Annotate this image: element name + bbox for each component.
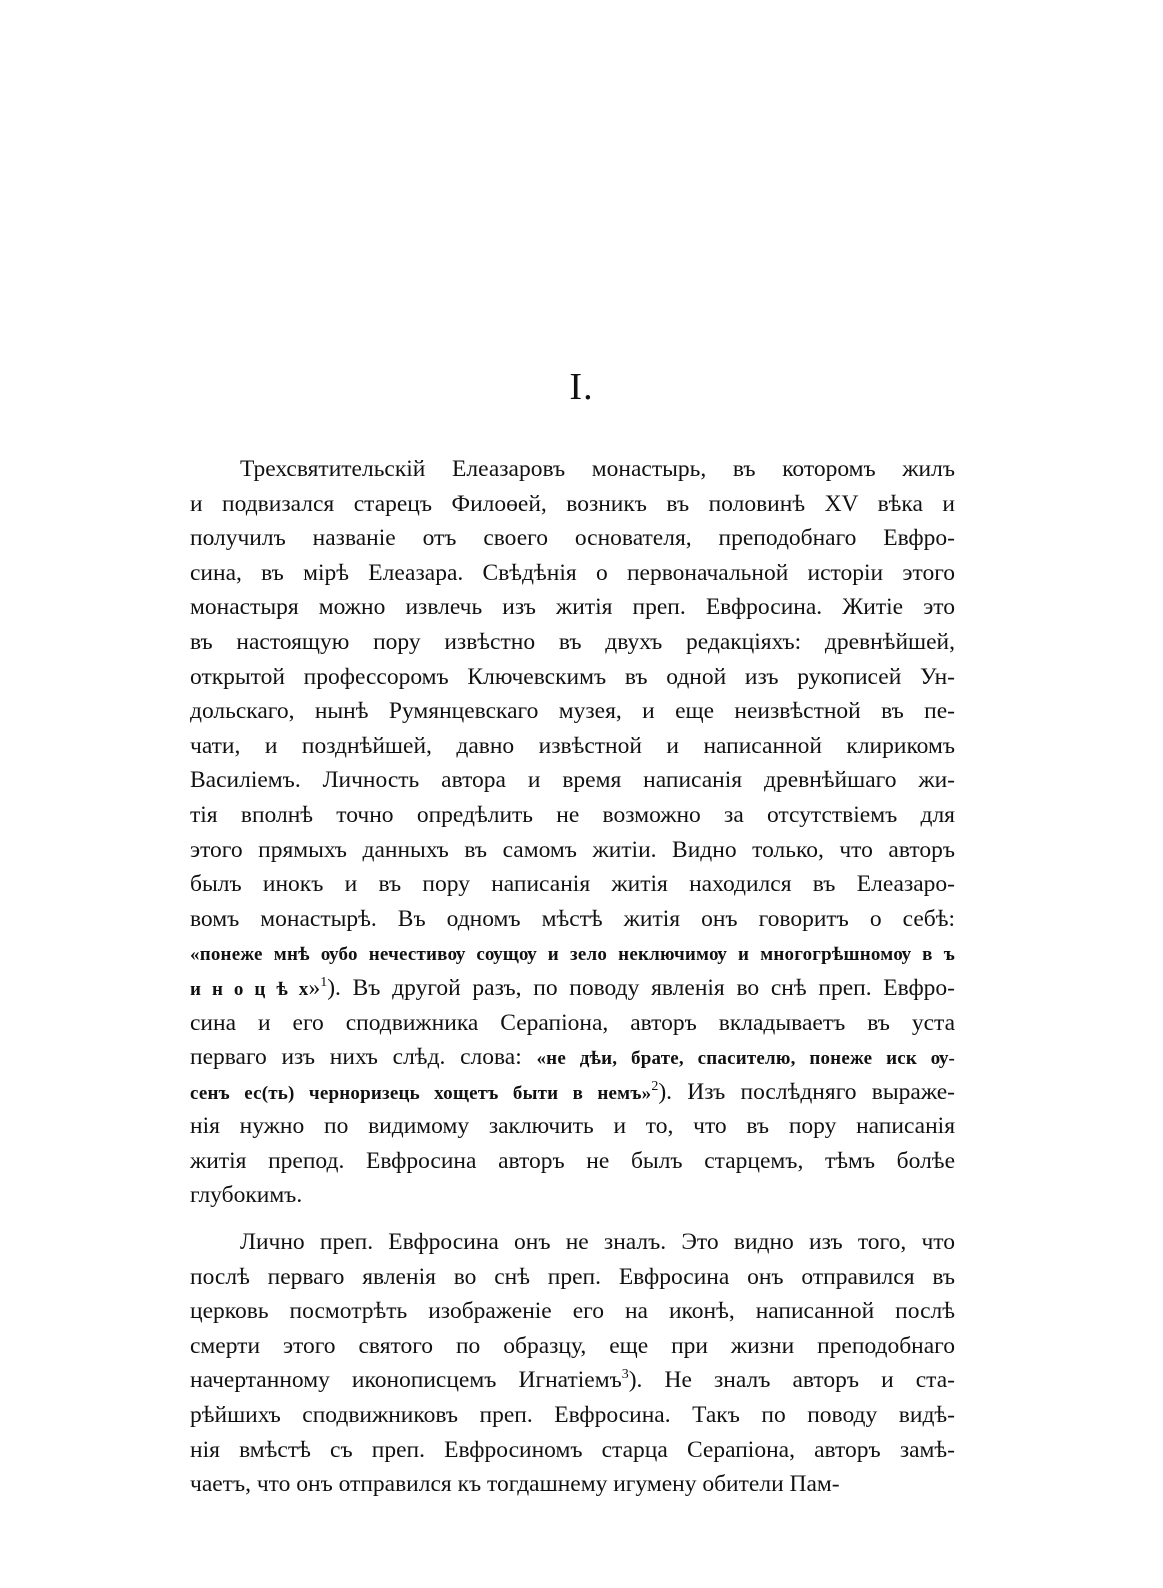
text-line: [190, 936, 955, 971]
text-line: [190, 798, 955, 833]
text-line: [190, 487, 955, 522]
text-line: [190, 729, 955, 764]
text-segment: сина, въ мірѣ Елеазара. Свѣдѣнія о первоначальной исторіи этого: [190, 559, 955, 586]
text-line: [190, 521, 955, 556]
text-line: [190, 1075, 955, 1110]
text-segment: глубокимъ.: [190, 1182, 303, 1209]
text-segment: въ настоящую пору извѣстно въ двухъ редакціяхъ: древнѣйшей,: [190, 628, 955, 655]
text-segment: сина и его сподвижника Серапіона, авторъ вкладываетъ въ уста: [190, 1009, 955, 1036]
text-line: [190, 1178, 955, 1213]
text-segment: перваго изъ нихъ слѣд. слова:: [190, 1044, 537, 1071]
text-segment: вомъ монастырѣ. Въ одномъ мѣстѣ житія онъ говоритъ о себѣ:: [190, 905, 955, 932]
text-segment: нія нужно по видимому заключить и то, что въ пору написанія: [190, 1113, 955, 1140]
text-line: [190, 625, 955, 660]
text-line: [190, 694, 955, 729]
text-line: [190, 1225, 955, 1260]
text-line: [190, 1398, 955, 1433]
body-text: [190, 452, 955, 1502]
text-segment: ). Изъ послѣдняго выраже-: [658, 1078, 955, 1105]
text-segment: дольскаго, нынѣ Румянцевскаго музея, и еще неизвѣстной въ пе-: [190, 698, 955, 725]
text-line: [190, 1144, 955, 1179]
text-line: [190, 556, 955, 591]
text-segment: этого прямыхъ данныхъ въ самомъ житіи. Видно только, что авторъ: [190, 836, 955, 863]
text-line: [190, 1109, 955, 1144]
text-segment: тія вполнѣ точно опредѣлить не возможно за отсутствіемъ для: [190, 801, 955, 828]
footnote-marker: 1: [320, 975, 328, 991]
text-line: [190, 1294, 955, 1329]
text-segment: ). Въ другой разъ, по поводу явленія во снѣ преп. Евфро-: [327, 974, 955, 1001]
text-line: [190, 1433, 955, 1468]
old-slavonic-quote: «не дѣи, брате, спасителю, понеже иск ѹ-: [536, 1048, 955, 1070]
old-slavonic-quote: «понеже мнѣ ѹбо нечестивѹ сѹщѹ и зело неключимѹ и многогрѣшномѹ в ъ: [190, 944, 955, 966]
text-segment: начертанному иконописцемъ Игнатіемъ: [190, 1367, 622, 1394]
old-slavonic-quote: сенъ ес(ть) черноризець хощетъ быти в немъ»: [190, 1082, 652, 1104]
text-segment: открытой профессоромъ Ключевскимъ въ одной изъ рукописей Ун-: [190, 663, 955, 690]
text-segment: чати, и позднѣйшей, давно извѣстной и написанной клирикомъ: [190, 732, 955, 759]
text-line: [190, 590, 955, 625]
text-segment: монастыря можно извлечь изъ житія преп. Евфросина. Житіе это: [190, 594, 955, 621]
footnote-marker: 2: [651, 1078, 659, 1094]
text-segment: Трехсвятительскій Елеазаровъ монастырь, въ которомъ жилъ: [240, 456, 955, 482]
text-segment: ). Не зналъ авторъ и ста-: [628, 1367, 955, 1394]
text-line: [190, 763, 955, 798]
text-segment: получилъ названіе отъ своего основателя, преподобнаго Евфро-: [190, 525, 955, 552]
text-segment: послѣ перваго явленія во снѣ преп. Евфросина онъ отправился въ: [190, 1263, 955, 1290]
text-line: [190, 833, 955, 868]
text-line: [190, 1040, 955, 1075]
text-segment: Василіемъ. Личность автора и время написанія древнѣйшаго жи-: [190, 767, 955, 794]
text-line: [190, 1363, 955, 1398]
text-line: [190, 1329, 955, 1364]
text-segment: былъ инокъ и въ пору написанія житія находился въ Елеазаро-: [190, 871, 955, 898]
text-line: [190, 902, 955, 937]
text-segment: рѣйшихъ сподвижниковъ преп. Евфросина. Такъ по поводу видѣ-: [190, 1402, 955, 1429]
text-segment: Лично преп. Евфросина онъ не зналъ. Это видно изъ того, что: [240, 1229, 955, 1256]
text-line: [190, 660, 955, 695]
text-segment: чаетъ, что онъ отправился къ тогдашнему игумену обители Пам-: [190, 1471, 840, 1498]
text-line: [190, 1467, 955, 1502]
text-line: [190, 452, 955, 487]
text-segment: »: [308, 974, 321, 1001]
text-line: [190, 971, 955, 1006]
text-segment: нія вмѣстѣ съ преп. Евфросиномъ старца Серапіона, авторъ замѣ-: [190, 1436, 955, 1463]
old-slavonic-quote: и н о ц ѣ х: [190, 978, 309, 1000]
text-segment: церковь посмотрѣть изображеніе его на иконѣ, написанной послѣ: [190, 1298, 955, 1325]
text-segment: смерти этого святого по образцу, еще при жизни преподобнаго: [190, 1332, 955, 1359]
text-line: [190, 1260, 955, 1295]
text-line: [190, 867, 955, 902]
text-line: [190, 1006, 955, 1041]
text-segment: житія препод. Евфросина авторъ не былъ старцемъ, тѣмъ болѣе: [190, 1147, 955, 1174]
text-segment: и подвизался старецъ Филоөей, возникъ въ половинѣ XV вѣка и: [190, 490, 955, 517]
chapter-heading: I.: [569, 366, 594, 408]
footnote-marker: 3: [621, 1367, 629, 1383]
